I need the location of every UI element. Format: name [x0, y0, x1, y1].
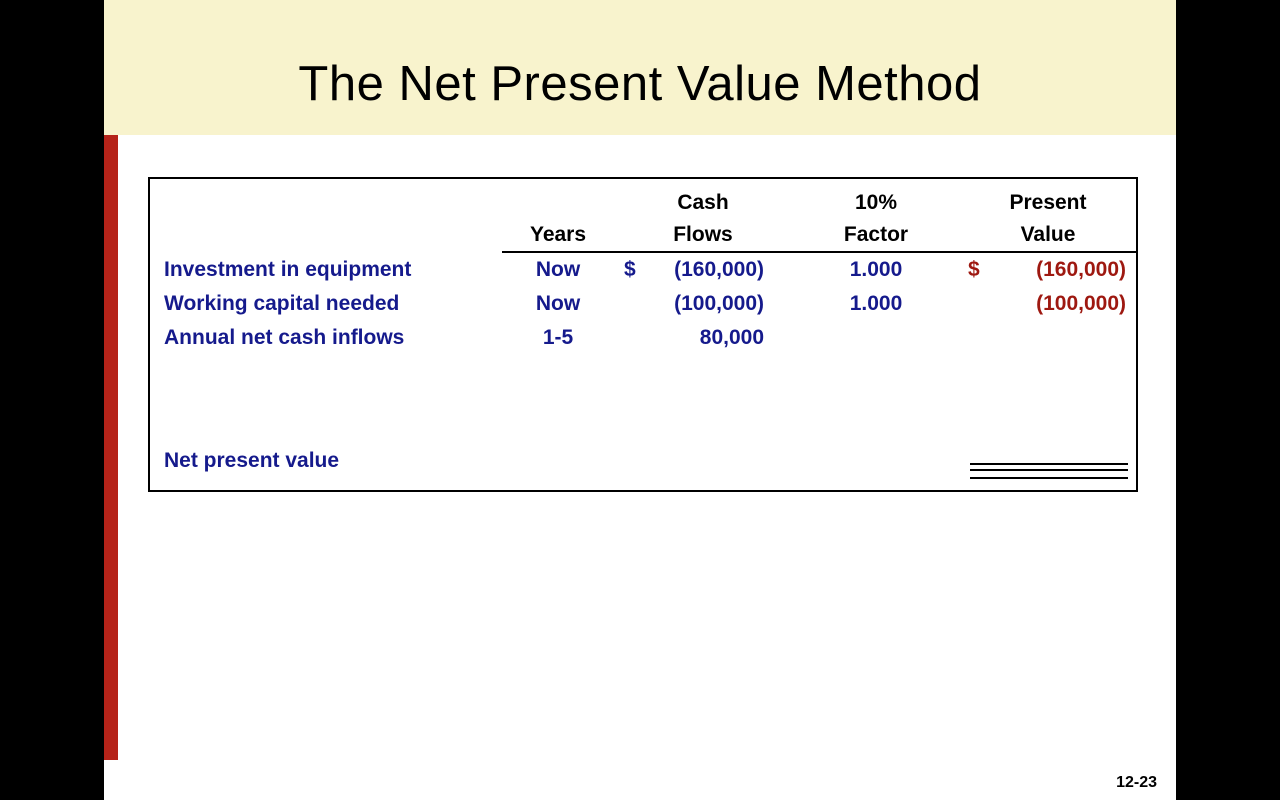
table-row [150, 321, 1136, 355]
header-blank-3 [150, 219, 502, 252]
row-label-investment: Investment in equipment [164, 257, 412, 281]
spacer-cell-4 [792, 355, 960, 443]
row-cash-annual-inflows [614, 321, 792, 355]
total-factor-blank [792, 443, 960, 479]
total-double-rule [970, 463, 1128, 479]
header-factor-line1: 10% [854, 191, 898, 214]
header-present-line1: Present [1009, 191, 1087, 214]
row-pv-value: (100,000) [1036, 292, 1126, 315]
header-cash-line1: Cash [677, 191, 729, 214]
row-years-investment: Now [535, 258, 581, 281]
row-pv-working-capital [960, 287, 1136, 321]
accent-bar [104, 135, 118, 760]
header-factor: Factor [792, 219, 960, 252]
total-label: Net present value [164, 449, 340, 472]
header-present-value: Value [960, 219, 1136, 252]
total-present-value [960, 443, 1136, 479]
table-header-row-2 [150, 219, 1136, 252]
table-total-row [150, 443, 1136, 479]
npv-table [150, 179, 1136, 479]
table-row [150, 252, 1136, 287]
spacer-cell-3 [614, 355, 792, 443]
total-cash-blank [614, 443, 792, 479]
row-years-working-capital: Now [535, 292, 581, 315]
row-cash-value: (100,000) [674, 292, 764, 315]
row-cash-value: (160,000) [674, 258, 764, 281]
row-cash-investment [614, 252, 792, 287]
page-title: The Net Present Value Method [298, 57, 982, 111]
spacer-cell-2 [502, 355, 614, 443]
header-years: Years [502, 219, 614, 252]
row-pv-annual-inflows [960, 321, 1136, 355]
header-cash-flows: Flows [614, 219, 792, 252]
page-number: 12-23 [1116, 774, 1157, 791]
row-label-working-capital: Working capital needed [164, 292, 400, 315]
total-years-blank [502, 443, 614, 479]
row-cash-working-capital [614, 287, 792, 321]
row-factor-working-capital: 1.000 [849, 292, 903, 315]
header-blank-2 [502, 179, 614, 219]
table-row [150, 287, 1136, 321]
dollar-sign: $ [968, 258, 980, 281]
spacer-cell-1 [150, 355, 502, 443]
spacer-row [150, 355, 1136, 443]
spacer-cell-5 [960, 355, 1136, 443]
total-rule-inner [970, 465, 1128, 471]
npv-table-frame [148, 177, 1138, 492]
row-factor-annual-inflows [792, 321, 960, 355]
dollar-sign: $ [624, 258, 636, 281]
row-factor-investment: 1.000 [849, 258, 903, 281]
table-header-row-1 [150, 179, 1136, 219]
slide [104, 0, 1176, 800]
row-cash-value: 80,000 [699, 326, 764, 349]
header-blank-1 [150, 179, 502, 219]
row-pv-value: (160,000) [1036, 258, 1126, 281]
row-pv-investment [960, 252, 1136, 287]
row-label-annual-inflows: Annual net cash inflows [164, 326, 405, 349]
row-years-annual-inflows: 1-5 [542, 326, 574, 349]
